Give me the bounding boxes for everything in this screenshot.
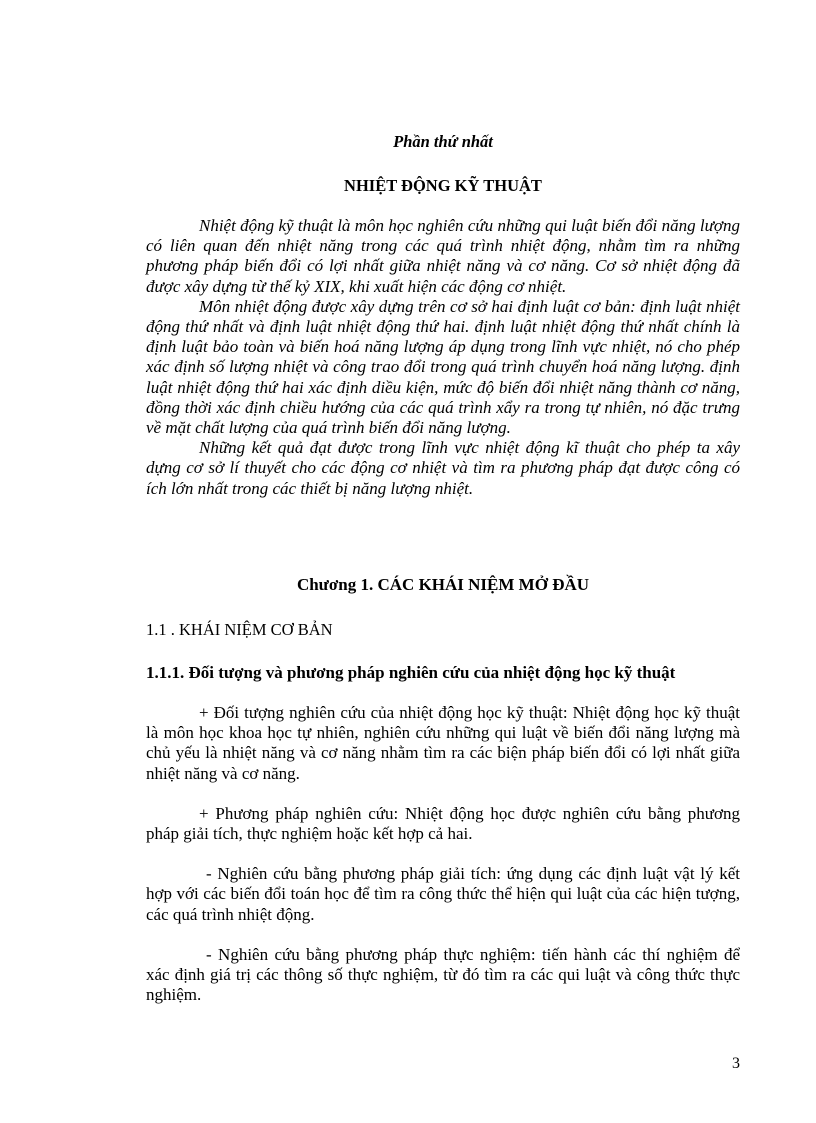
part-label: Phần thứ nhất: [393, 132, 493, 151]
body-list-item-experimental: - Nghiên cứu bằng phương pháp thực nghiệm: tiến hành các thí nghiệm để xác định giá trị các thông số thực nghiệm, từ đó tìm ra các qui luật và công thức thực nghiệm.: [146, 944, 740, 1005]
chapter-title: Chương 1. CÁC KHÁI NIỆM MỞ ĐẦU: [296, 575, 590, 594]
part-title: NHIỆT ĐỘNG KỸ THUẬT: [344, 176, 542, 195]
section-title: 1.1 . KHÁI NIỆM CƠ BẢN: [146, 620, 333, 639]
body-list-item-analytic: - Nghiên cứu bằng phương pháp giải tích: ứng dụng các định luật vật lý kết hợp với các biến đổi toán học để tìm ra công thức thể hiện qui luật của các hiện tượng, các quá trình nhiệt động.: [146, 864, 740, 924]
intro-paragraph-3: Những kết quả đạt được trong lĩnh vực nhiệt động kĩ thuật cho phép ta xây dựng cơ sở lí thuyết cho các động cơ nhiệt và tìm ra phương pháp đạt được công có ích lớn nhất trong các thiết bị năng lượng nhiệt.: [146, 438, 740, 498]
intro-paragraph-2: Môn nhiệt động được xây dựng trên cơ sở hai định luật cơ bản: định luật nhiệt động thứ nhất và định luật nhiệt động thứ hai. định luật nhiệt động thứ nhất chính là định luật bảo toàn và biến hoá năng lượng áp dụng trong lĩnh vực nhiệt, nó cho phép xác định số lượng nhiệt và công trao đổi trong quá trình chuyển hoá năng lượng. định luật nhiệt động thứ hai xác định diều kiện, mức độ biến đổi nhiệt năng thành cơ năng, đồng thời xác định chiều hướng của các quá trình xẩy ra trong tự nhiên, nó đặc trưng về mặt chất lượng của quá trình biến đổi năng lượng.: [146, 296, 740, 438]
body-paragraph-object: + Đối tượng nghiên cứu của nhiệt động học kỹ thuật: Nhiệt động học kỹ thuật là môn học khoa học tự nhiên, nghiên cứu những qui luật về biến đổi năng lượng mà chủ yếu là nhiệt năng và cơ năng nhằm tìm ra các biện pháp biến đổi có lợi nhất giữa nhiệt năng và cơ năng.: [146, 703, 740, 783]
body-section: [146, 703, 740, 1025]
page-number: 3: [732, 1055, 740, 1072]
intro-paragraph-1: Nhiệt động kỹ thuật là môn học nghiên cứu những qui luật biến đổi năng lượng có liên quan đến nhiệt năng trong các quá trình nhiệt động, nhằm tìm ra những phương pháp biến đổi có lợi nhất giữa nhiệt năng và cơ năng. Cơ sở nhiệt động đã được xây dựng từ thế kỷ XIX, khi xuất hiện các động cơ nhiệt.: [146, 216, 740, 296]
body-paragraph-method: + Phương pháp nghiên cứu: Nhiệt động học được nghiên cứu bằng phương pháp giải tích, thực nghiệm hoặc kết hợp cả hai.: [146, 803, 740, 844]
intro-section: [146, 216, 740, 499]
subsection-title: 1.1.1. Đối tượng và phương pháp nghiên cứu của nhiệt động học kỹ thuật: [146, 663, 676, 682]
